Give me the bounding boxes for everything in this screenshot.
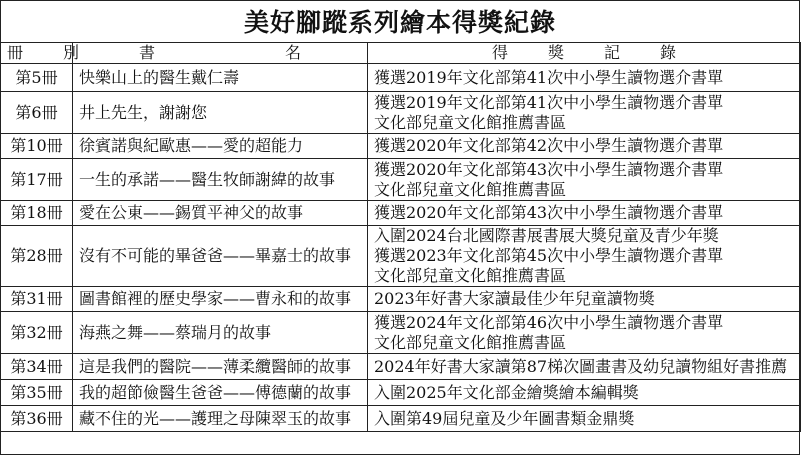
award-line: 獲選2023年文化部第45次中小學生讀物選介書單: [374, 246, 724, 265]
award-line: 獲選2024年文化部第46次中小學生讀物選介書單: [374, 312, 724, 332]
volume-cell: 第18冊: [1, 201, 73, 226]
volume-cell: 第36冊: [1, 406, 73, 432]
header-volume: 冊 別: [1, 43, 73, 64]
volume-cell: 第31冊: [1, 287, 73, 312]
award-line: 文化部兒童文化館推薦書區: [374, 266, 567, 285]
award-line: 獲選2020年文化部第43次中小學生讀物選介書單: [374, 159, 724, 179]
volume-cell: 第17冊: [1, 159, 73, 201]
award-line: 入圍第49屆兒童及少年圖書類金鼎獎: [374, 408, 635, 428]
header-book-char-2: 名: [285, 43, 302, 62]
book-title-cell: 快樂山上的醫生戴仁壽: [73, 64, 368, 92]
book-title-cell: 井上先生，謝謝您: [73, 92, 368, 134]
volume-cell: 第5冊: [1, 64, 73, 92]
book-title-cell: 圖書館裡的歷史學家——曹永和的故事: [73, 287, 368, 312]
header-award-char-4: 錄: [660, 43, 677, 62]
award-line: 文化部兒童文化館推薦書區: [374, 332, 567, 352]
volume-cell: 第6冊: [1, 92, 73, 134]
award-line: 2023年好書大家讀最佳少年兒童讀物獎: [374, 289, 655, 308]
book-title-cell: 愛在公東——錫質平神父的故事: [73, 201, 368, 226]
header-book-char-1: 書: [138, 43, 155, 62]
volume-cell: 第34冊: [1, 354, 73, 380]
book-title-cell: 藏不住的光——護理之母陳翠玉的故事: [73, 406, 368, 432]
award-line: 獲選2019年文化部第41次中小學生讀物選介書單: [374, 67, 724, 87]
book-title-cell: 徐賓諾與紀歐惠——愛的超能力: [73, 134, 368, 159]
award-line: 2024年好書大家讀第87梯次圖畫書及幼兒讀物組好書推薦: [374, 356, 788, 376]
award-line: 獲選2020年文化部第43次中小學生讀物選介書單: [374, 203, 724, 222]
volume-cell: 第10冊: [1, 134, 73, 159]
volume-cell: 第32冊: [1, 312, 73, 354]
page-title: 美好腳蹤系列繪本得獎紀錄: [243, 8, 556, 37]
award-line: 文化部兒童文化館推薦書區: [374, 179, 567, 199]
award-line: 獲選2020年文化部第42次中小學生讀物選介書單: [374, 136, 724, 155]
header-award-char-2: 獎: [547, 43, 564, 62]
award-line: 文化部兒童文化館推薦書區: [374, 112, 567, 132]
book-title-cell: 沒有不可能的畢爸爸——畢嘉士的故事: [73, 226, 368, 287]
award-line: 入圍2024台北國際書展書展大獎兒童及青少年獎: [374, 226, 719, 245]
award-line: 入圍2025年文化部金繪獎繪本編輯獎: [374, 382, 639, 402]
award-line: 獲選2019年文化部第41次中小學生讀物選介書單: [374, 92, 724, 112]
header-award-char-3: 記: [604, 43, 621, 62]
book-title-cell: 這是我們的醫院——薄柔纜醫師的故事: [73, 354, 368, 380]
volume-cell: 第28冊: [1, 226, 73, 287]
header-award-char-1: 得: [491, 43, 508, 62]
book-title-cell: 我的超節儉醫生爸爸——傅德蘭的故事: [73, 380, 368, 406]
volume-cell: 第35冊: [1, 380, 73, 406]
book-title-cell: 一生的承諾——醫生牧師謝緯的故事: [73, 159, 368, 201]
book-title-cell: 海燕之舞——蔡瑞月的故事: [73, 312, 368, 354]
